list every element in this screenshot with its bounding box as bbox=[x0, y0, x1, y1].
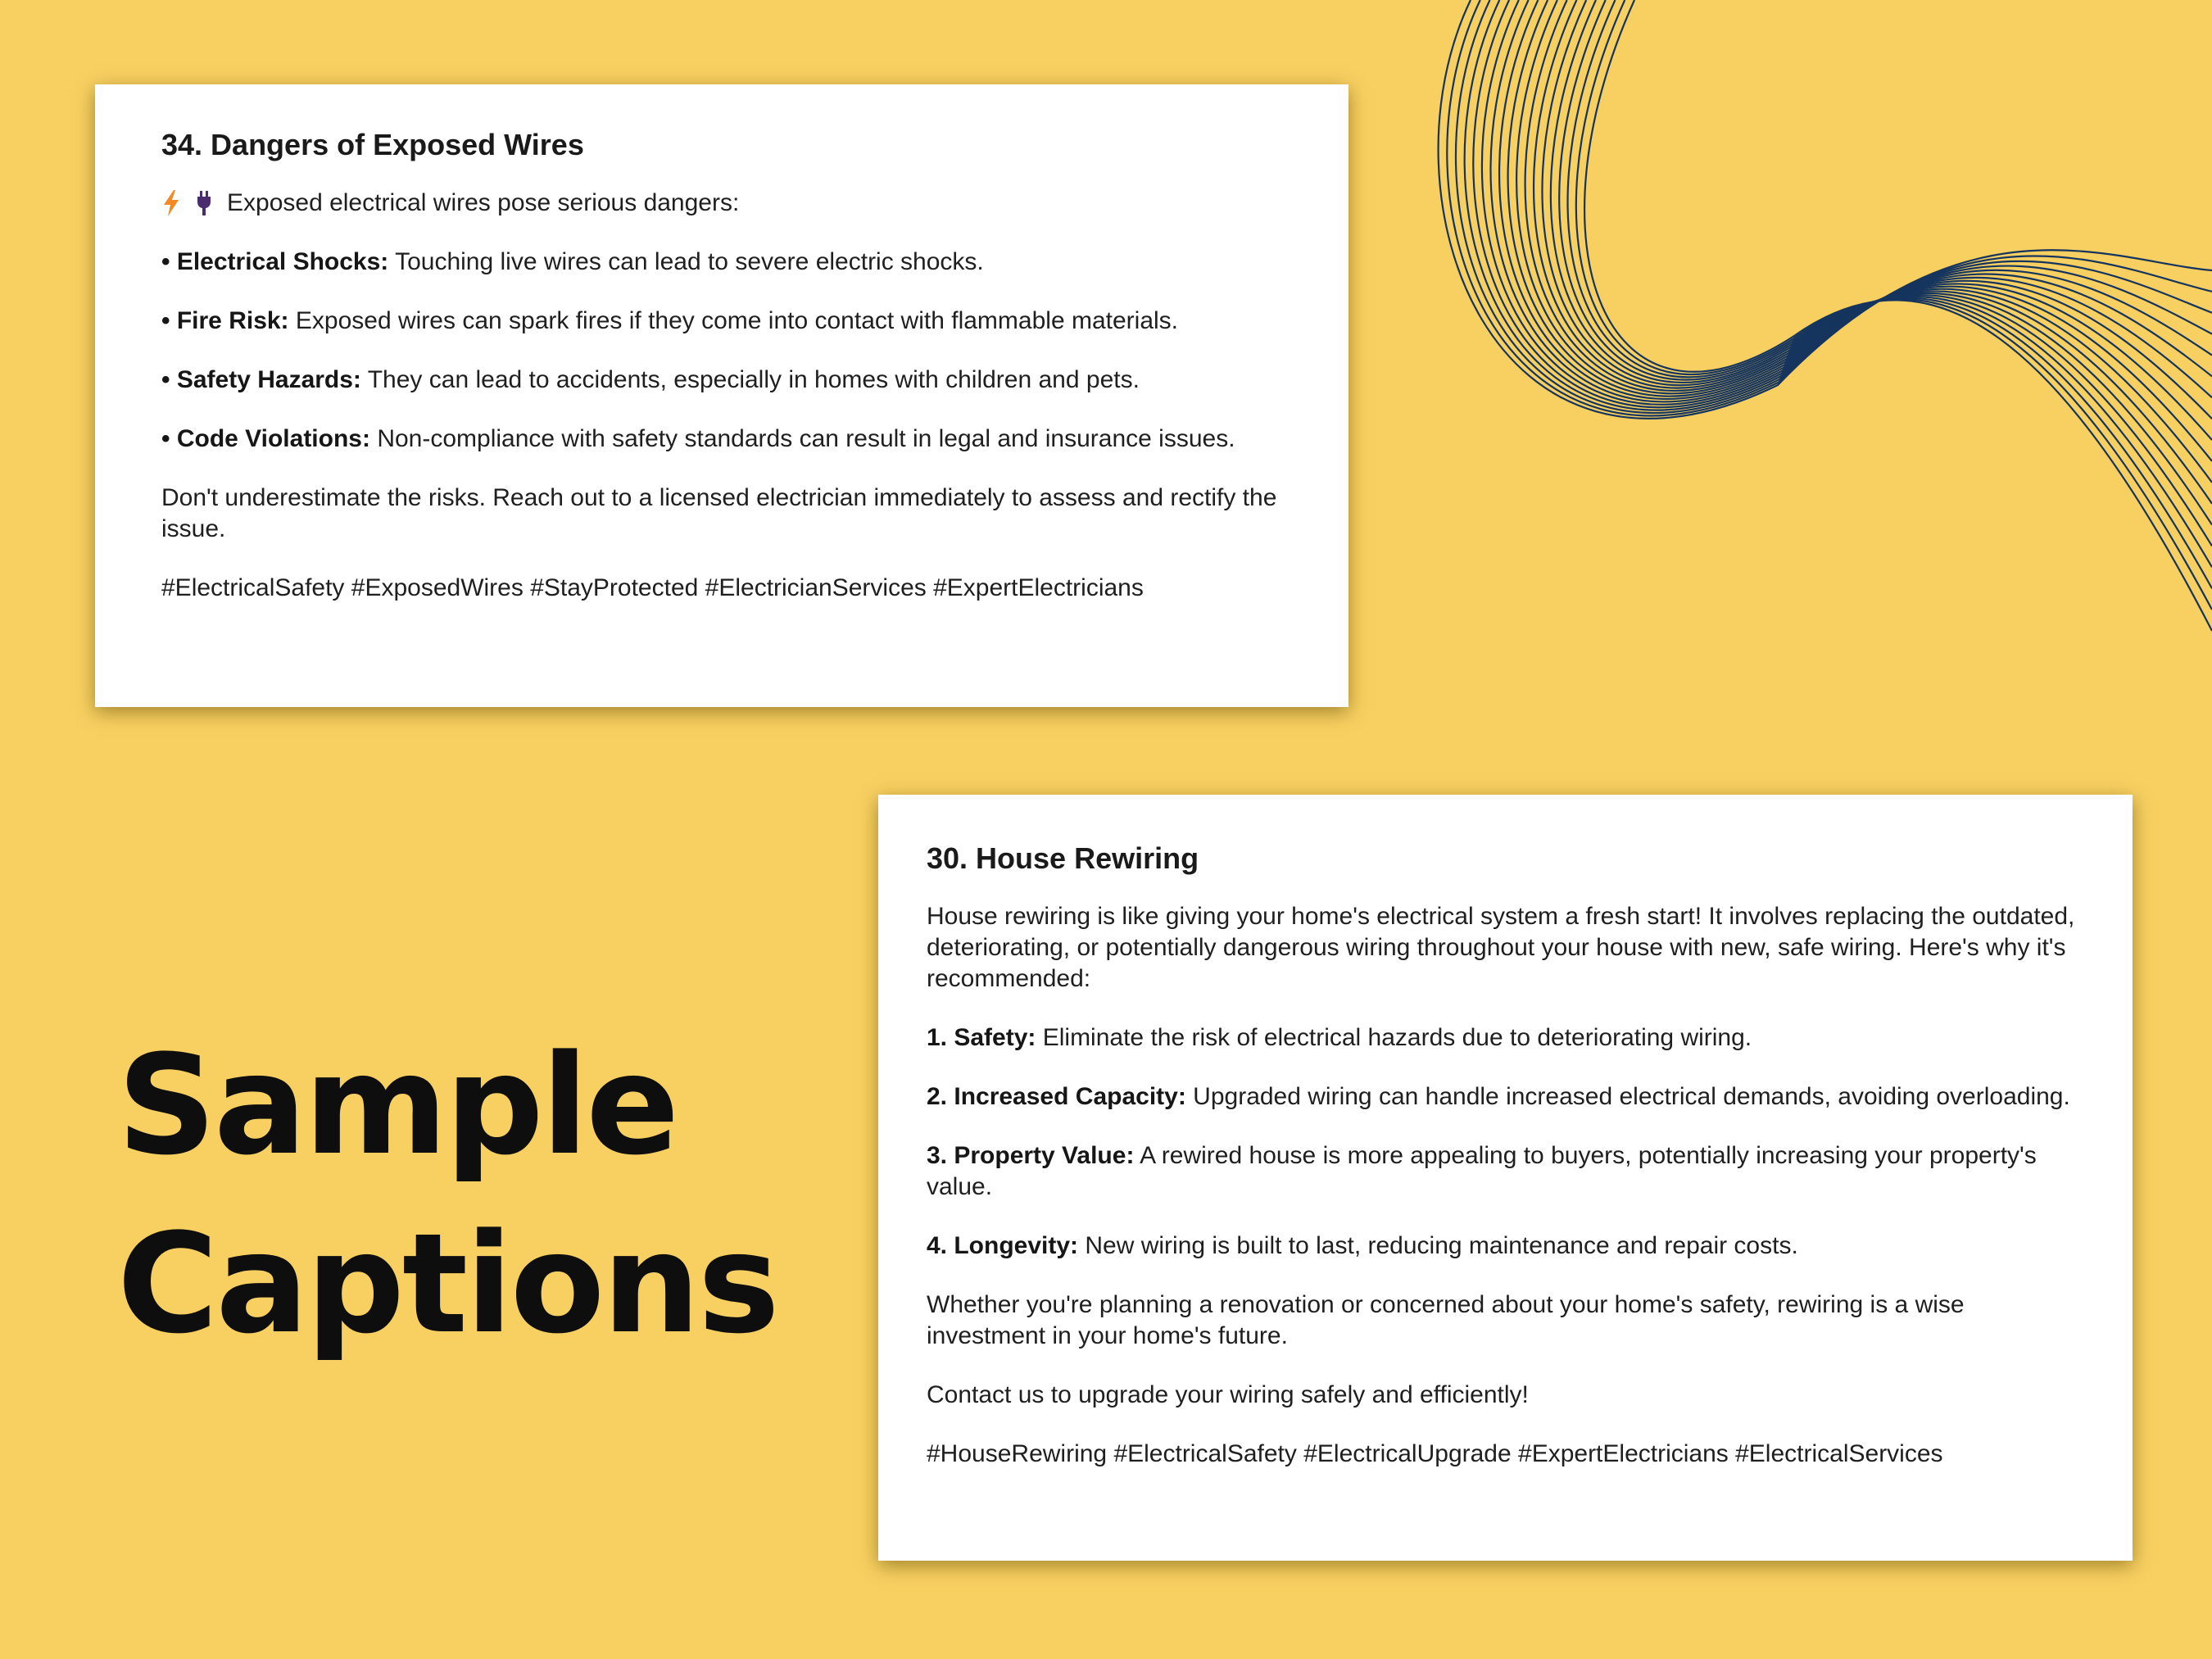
list-item-label: • Code Violations: bbox=[161, 425, 370, 452]
list-item bbox=[927, 1231, 2083, 1262]
heading-line-2: Captions bbox=[117, 1203, 777, 1364]
list-item-label: 1. Safety: bbox=[927, 1024, 1036, 1051]
lightning-icon bbox=[161, 189, 181, 217]
list-item-text: They can lead to accidents, especially in homes with children and pets. bbox=[360, 366, 1140, 393]
wave-line bbox=[1584, 0, 2212, 631]
list-item bbox=[927, 1081, 2083, 1113]
list-item-text: Touching live wires can lead to severe electric shocks. bbox=[388, 248, 984, 275]
wave-line bbox=[1559, 0, 2212, 567]
list-item bbox=[161, 424, 1283, 455]
list-item-label: • Electrical Shocks: bbox=[161, 248, 389, 275]
card-intro: House rewiring is like giving your home's electrical system a fresh start! It involves replacing the outdated, deteriorating, or potentially dangerous wiring throughout your house with new, safe wiring. Here's why it's recommended: bbox=[927, 903, 2075, 992]
list-item bbox=[161, 365, 1283, 396]
list-item-label: 4. Longevity: bbox=[927, 1232, 1079, 1259]
plug-icon bbox=[194, 189, 214, 217]
card-closing: Don't underestimate the risks. Reach out to a licensed electrician immediately to assess and rectify the issue. bbox=[161, 484, 1277, 542]
wave-line bbox=[1508, 0, 2212, 440]
list-item-text: Eliminate the risk of electrical hazards due to deteriorating wiring. bbox=[1036, 1024, 1752, 1051]
list-item bbox=[927, 1022, 2083, 1054]
list-item bbox=[161, 247, 1283, 278]
list-item bbox=[161, 306, 1283, 337]
card-hashtags: #HouseRewiring #ElectricalSafety #ElectricalUpgrade #ExpertElectricians #ElectricalServices bbox=[927, 1440, 1943, 1467]
wave-line bbox=[1576, 0, 2212, 610]
card-title: 30. House Rewiring bbox=[927, 841, 1199, 875]
wave-line bbox=[1456, 0, 2212, 413]
page-heading bbox=[117, 1016, 777, 1373]
card-title: 34. Dangers of Exposed Wires bbox=[161, 128, 584, 161]
list-item-label: • Safety Hazards: bbox=[161, 366, 361, 393]
wave-line bbox=[1499, 0, 2212, 419]
card-hashtags: #ElectricalSafety #ExposedWires #StayProtected #ElectricianServices #ExpertElectricians bbox=[161, 574, 1144, 601]
card-closing: Whether you're planning a renovation or concerned about your home's safety, rewiring is a wise investment in your home's future. bbox=[927, 1291, 1965, 1349]
list-item bbox=[927, 1140, 2083, 1203]
list-item-label: • Fire Risk: bbox=[161, 307, 289, 334]
list-item-text: Upgraded wiring can handle increased electrical demands, avoiding overloading. bbox=[1185, 1083, 2070, 1110]
list-item-text: A rewired house is more appealing to buyers, potentially increasing your property's value. bbox=[927, 1142, 2037, 1200]
card-intro: Exposed electrical wires pose serious dangers: bbox=[227, 189, 740, 216]
wave-line bbox=[1534, 0, 2212, 504]
list-item-text: New wiring is built to last, reducing maintenance and repair costs. bbox=[1078, 1232, 1798, 1259]
wave-line bbox=[1525, 0, 2212, 483]
list-item-text: Non-compliance with safety standards can result in legal and insurance issues. bbox=[369, 425, 1235, 452]
list-item-label: 3. Property Value: bbox=[927, 1142, 1135, 1169]
caption-card-exposed-wires bbox=[95, 84, 1349, 707]
card-intro-row bbox=[161, 188, 1283, 219]
decorative-wave-lines bbox=[1393, 0, 2212, 655]
caption-card-house-rewiring bbox=[878, 795, 2133, 1561]
list-item-label: 2. Increased Capacity: bbox=[927, 1083, 1186, 1110]
list-item-text: Exposed wires can spark fires if they come into contact with flammable materials. bbox=[288, 307, 1178, 334]
wave-line bbox=[1490, 0, 2212, 401]
heading-line-1: Sample bbox=[117, 1025, 678, 1185]
card-cta: Contact us to upgrade your wiring safely and efficiently! bbox=[927, 1381, 1529, 1408]
